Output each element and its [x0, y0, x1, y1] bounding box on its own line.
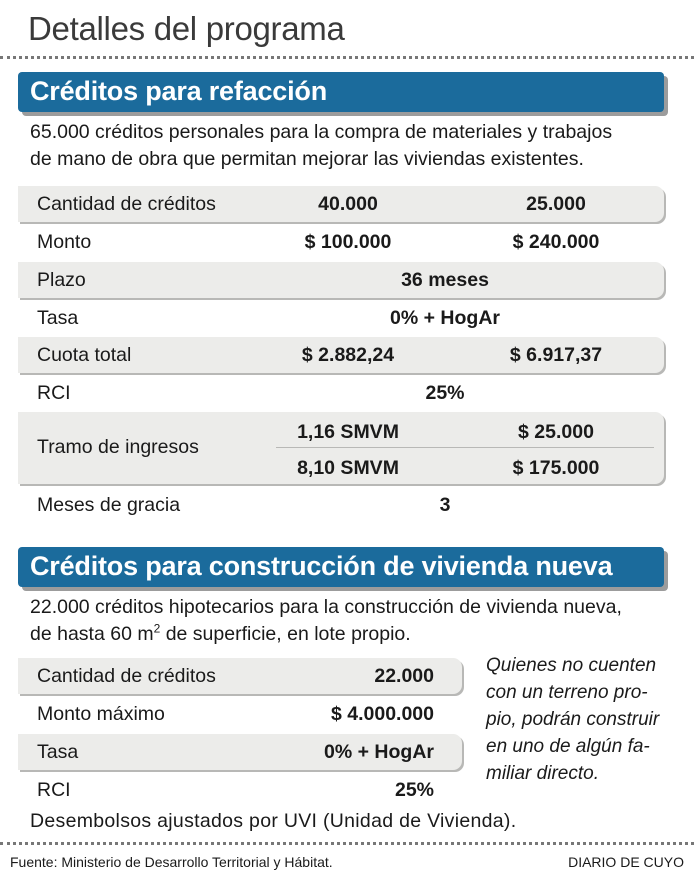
description-line: de mano de obra que permitan mejorar las viviendas existentes.: [30, 148, 584, 170]
section-banner-construccion: [18, 547, 664, 587]
row-value: 8,10 SMVM: [297, 457, 399, 479]
row-cantidad-creditos: [18, 186, 664, 222]
footnote: Desembolsos ajustados por UVI (Unidad de Vivienda).: [30, 810, 517, 832]
row-tasa-2: [18, 734, 462, 770]
description-line: 65.000 créditos personales para la compra de materiales y trabajos: [30, 121, 613, 143]
row-rci-2: [18, 772, 462, 808]
row-value: $ 2.882,24: [301, 344, 395, 366]
note-line: miliar directo.: [486, 763, 599, 784]
row-value: 25%: [394, 779, 434, 801]
section-description: [30, 119, 670, 173]
row-label: Cantidad de créditos: [37, 193, 216, 215]
note-line: con un terreno pro-: [486, 682, 648, 703]
row-label: RCI: [37, 779, 71, 801]
row-value: 36 meses: [401, 269, 489, 291]
title-divider: [0, 56, 694, 59]
row-cantidad-creditos-2: [18, 658, 462, 694]
row-value: $ 6.917,37: [509, 344, 603, 366]
description-text: de superficie, en lote propio.: [160, 623, 411, 645]
row-value: 25%: [425, 382, 465, 404]
section-banner-refaccion: [18, 72, 664, 112]
row-value: 22.000: [374, 665, 434, 687]
section-description: [30, 594, 670, 648]
footer-divider: [0, 842, 694, 845]
row-value: 40.000: [318, 193, 378, 215]
superscript: 2: [153, 621, 161, 636]
row-label: Tasa: [37, 741, 79, 763]
row-value: 1,16 SMVM: [297, 421, 399, 443]
row-tramo-ingresos: [18, 412, 664, 484]
row-value: $ 25.000: [518, 421, 594, 443]
section-heading: Créditos para construcción de vivienda nueva: [30, 551, 613, 581]
source-credit: Fuente: Ministerio de Desarrollo Territorial y Hábitat.: [10, 854, 333, 870]
row-cuota-total: [18, 337, 664, 373]
row-label: RCI: [37, 382, 71, 404]
row-label: Monto: [37, 231, 92, 253]
note-line: Quienes no cuenten: [486, 655, 657, 676]
row-monto: [18, 224, 664, 260]
page-title: Detalles del programa: [28, 10, 345, 47]
side-note: [486, 652, 676, 787]
row-label: Tramo de ingresos: [37, 436, 199, 458]
row-value: $ 4.000.000: [330, 703, 434, 725]
row-value: 3: [439, 494, 451, 516]
row-value: 25.000: [526, 193, 586, 215]
row-value: $ 240.000: [512, 231, 600, 253]
publisher-brand: DIARIO DE CUYO: [568, 854, 684, 870]
description-line: 22.000 créditos hipotecarios para la construcción de vivienda nueva,: [30, 596, 622, 618]
row-label: Tasa: [37, 307, 79, 329]
description-text: de hasta 60 m: [30, 623, 154, 645]
note-line: en uno de algún fa-: [486, 736, 650, 757]
row-tasa: [18, 300, 664, 336]
note-line: pio, podrán construir: [486, 709, 660, 730]
row-label: Monto máximo: [37, 703, 165, 725]
row-plazo: [18, 262, 664, 298]
row-value: 0% + HogAr: [324, 741, 434, 763]
row-value: $ 175.000: [512, 457, 600, 479]
row-label: Cuota total: [37, 344, 132, 366]
row-divider: [276, 447, 654, 448]
row-value: $ 100.000: [304, 231, 392, 253]
row-rci: [18, 375, 664, 411]
row-monto-maximo: [18, 696, 462, 732]
row-value: 0% + HogAr: [390, 307, 500, 329]
row-meses-gracia: [18, 487, 664, 523]
row-label: Cantidad de créditos: [37, 665, 216, 687]
row-label: Plazo: [37, 269, 86, 291]
row-label: Meses de gracia: [37, 494, 181, 516]
description-line: [30, 621, 670, 648]
section-heading: Créditos para refacción: [30, 76, 328, 106]
